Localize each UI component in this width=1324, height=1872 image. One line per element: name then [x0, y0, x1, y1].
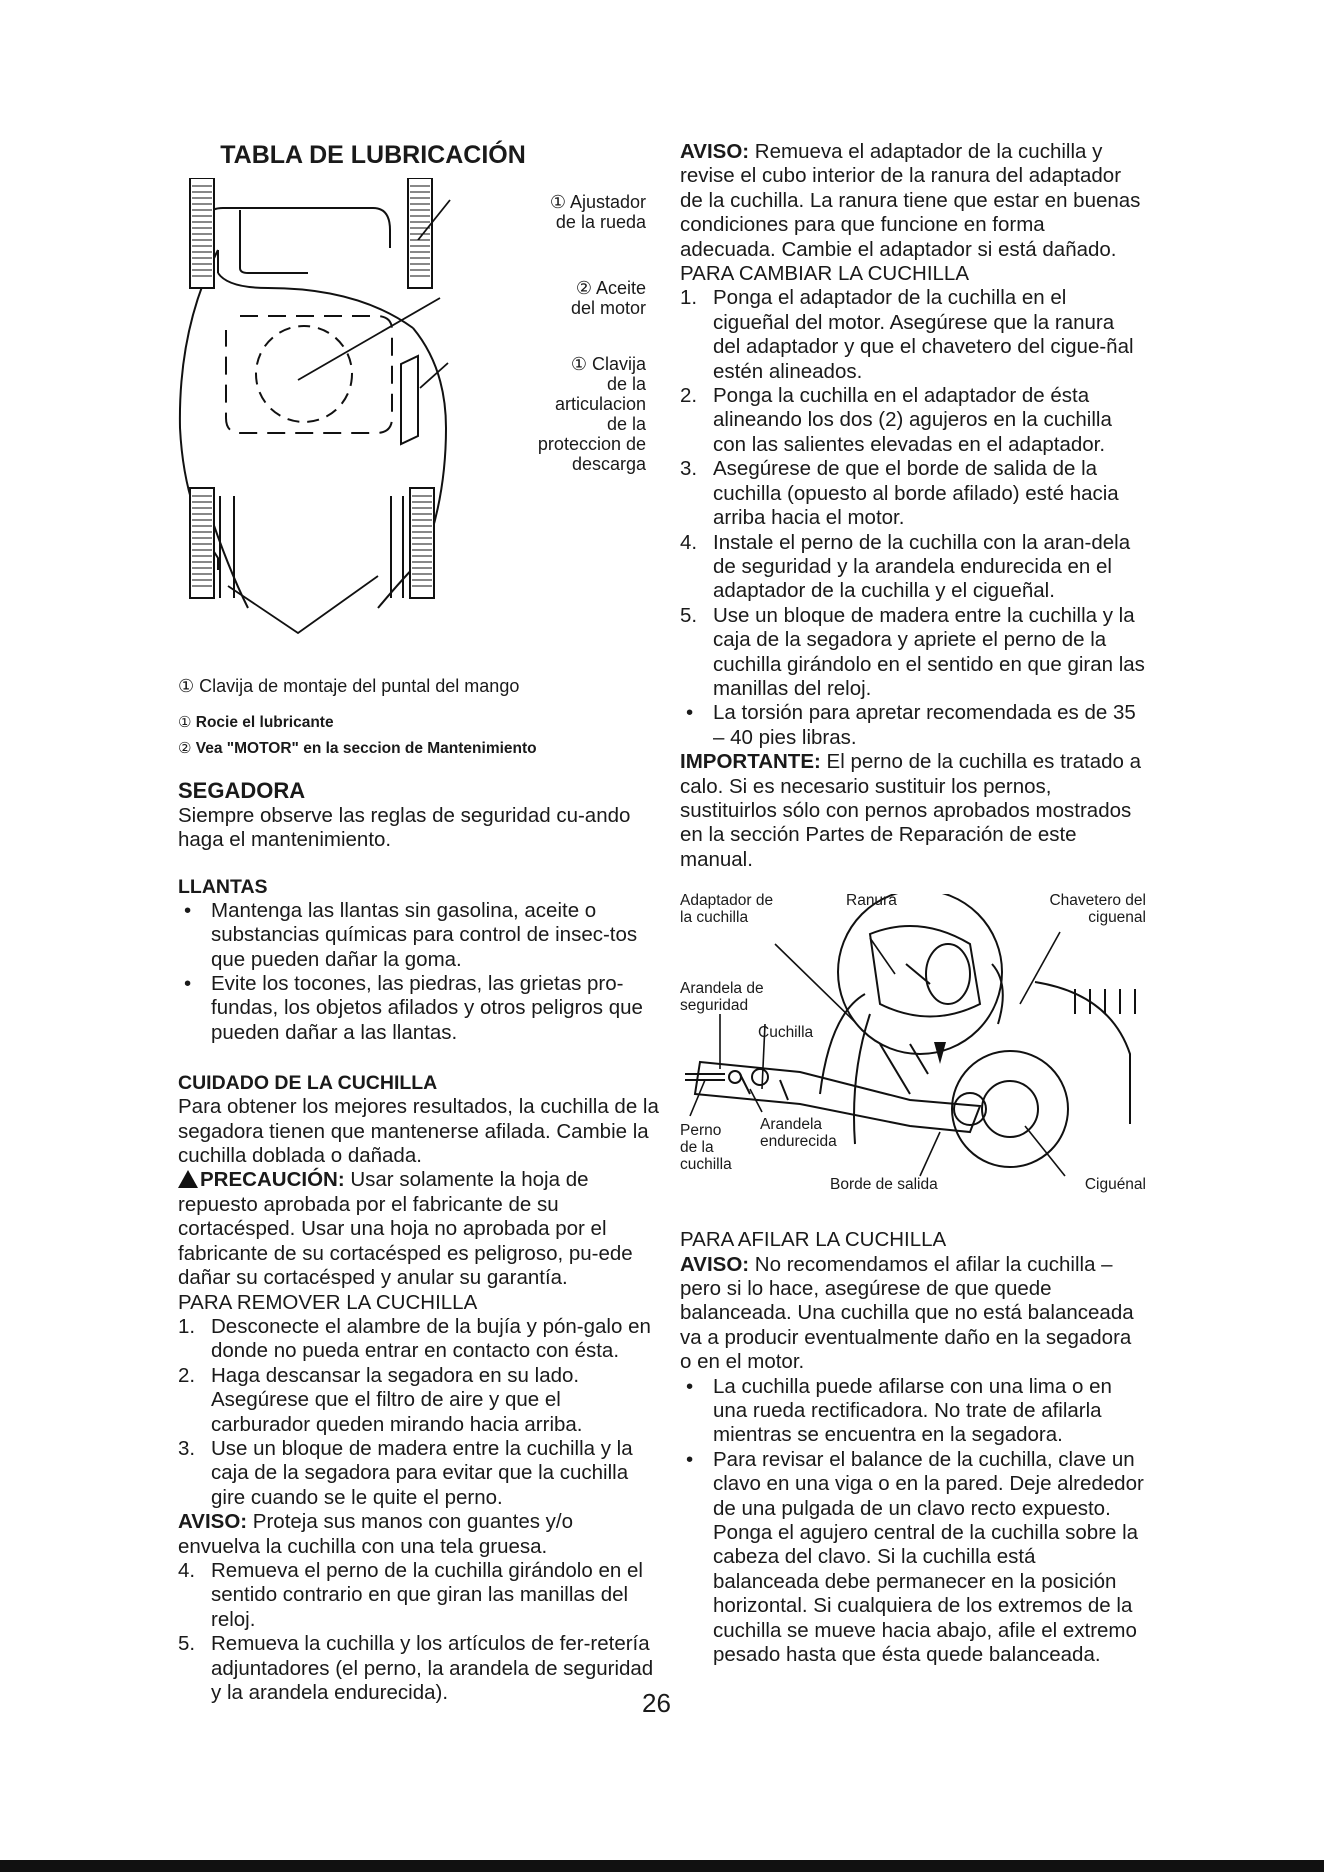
rear-left-wheel: [190, 488, 214, 598]
llantas-list: [178, 899, 660, 1045]
cambiar-steps: [680, 286, 1146, 701]
importante-label: IMPORTANTE:: [680, 750, 821, 774]
aviso-label: AVISO:: [680, 1252, 750, 1276]
precaucion-paragraph: [178, 1168, 660, 1290]
list-item: [680, 384, 1146, 457]
list-item: [178, 1559, 660, 1632]
segadora-heading: SEGADORA: [178, 778, 306, 803]
lubrication-diagram: [178, 178, 660, 698]
llantas-heading: LLANTAS: [178, 875, 268, 898]
list-item: [178, 1437, 660, 1510]
list-item: • Mantenga las llantas sin gasolina, aceite o substancias químicas para control de insec-tos que pueden dañar la goma.: [178, 899, 660, 972]
warning-triangle-icon: [178, 1170, 198, 1188]
label-discharge-pin: ① Clavija de la articulacion de la proteccion de descarga: [537, 354, 646, 474]
lubrication-title: TABLA DE LUBRICACIÓN: [220, 141, 526, 169]
step-text: Asegúrese de que el borde de salida de la cuchilla (opuesto al borde afilado) esté hacia arriba hacia el motor.: [713, 457, 1119, 530]
list-item: [680, 531, 1146, 604]
cambiar-heading: PARA CAMBIAR LA CUCHILLA: [680, 262, 969, 286]
step-number: 1.: [680, 286, 698, 310]
front-right-wheel: [408, 178, 432, 288]
step-number: 4.: [680, 530, 698, 554]
note-text: Vea "MOTOR" en la seccion de Mantenimiento: [195, 740, 537, 757]
blade-assembly-drawing: [680, 894, 1146, 1194]
front-left-wheel: [190, 178, 214, 288]
step-text: Ponga el adaptador de la cuchilla en el cigueñal del motor. Asegúrese que la ranura del adaptador y que el chavetero del cigue-ñal estén alineados.: [713, 286, 1134, 383]
afilar-list: [680, 1375, 1146, 1668]
list-item: [178, 1315, 660, 1364]
blade-assembly-diagram: [680, 894, 1146, 1194]
remover-steps: [178, 1315, 660, 1510]
aviso-text: No recomendamos el afilar la cuchilla – pero si lo hace, asegúrese de que quede balanceada. Una cuchilla que no está balanceada va a producir eventualmente daño en la segadora o en el motor.: [680, 1252, 1134, 1374]
page-number: 26: [642, 1688, 671, 1718]
list-item: • Para revisar el balance de la cuchilla, clave un clavo en una viga o en la pared. Deje alrededor de una pulgada de un clavo recto expuesto. Ponga el agujero central de la cuchilla sobre la cabeza del clavo. Si la cuchilla está balanceada debe permanecer en la posición horizontal. Si cualquiera de los extremos de la cuchilla se mueve hacia abajo, afile el extremo pesado hasta que ésta quede balanceada.: [680, 1448, 1146, 1668]
step-number: 2.: [680, 384, 698, 408]
step-number: 3.: [178, 1436, 196, 1460]
label-ranura: Ranura: [846, 892, 897, 910]
step-number: 3.: [680, 457, 698, 481]
list-item: [680, 286, 1146, 384]
left-column: [178, 140, 660, 1705]
aviso-sharpen: [680, 1253, 1146, 1375]
aviso-label: AVISO:: [178, 1510, 248, 1534]
aviso-gloves: [178, 1510, 660, 1559]
bottom-scan-border: [0, 1860, 1324, 1872]
list-item: [178, 1632, 660, 1705]
step-number: 5.: [680, 603, 698, 627]
step-number: 5.: [178, 1632, 196, 1656]
aviso-text: Remueva el adaptador de la cuchilla y revise el cubo interior de la ranura del adaptador de la cuchilla. La ranura tiene que estar en buenas condiciones para que funcione en forma adecuada. Cambie el adaptador si está dañado.: [680, 140, 1141, 261]
step-number: 2.: [178, 1363, 196, 1387]
cuidado-heading: CUIDADO DE LA CUCHILLA: [178, 1072, 438, 1095]
torsion-list: [680, 701, 1146, 750]
label-borde-salida: Borde de salida: [830, 1176, 938, 1194]
precaucion-label: PRECAUCIÓN:: [200, 1168, 345, 1192]
rear-right-wheel: [410, 488, 434, 598]
step-number: 1.: [178, 1314, 196, 1338]
step-text: Remueva la cuchilla y los artículos de fer-retería adjuntadores (el perno, la arandela de seguridad y la arandela endurecida).: [211, 1632, 654, 1704]
note-engine: [178, 736, 660, 762]
importante-text: El perno de la cuchilla es tratado a calo. Si es necesario sustituir los pernos, sustituirlos sólo con pernos aprobados mostrados en la sección Partes de Reparación de este manual.: [680, 750, 1142, 871]
leader-lines: [298, 200, 450, 388]
label-engine-oil: ② Aceite del motor: [570, 278, 646, 318]
label-adaptador: Adaptador de la cuchilla: [680, 892, 774, 927]
label-ciguenal: Ciguénal: [1084, 1176, 1146, 1194]
label-arandela-endurecida: Arandela endurecida: [760, 1116, 837, 1151]
label-cuchilla: Cuchilla: [758, 1024, 814, 1042]
list-item: [680, 457, 1146, 530]
label-chavetero: Chavetero del ciguenal: [1049, 892, 1146, 927]
step-text: Desconecte el alambre de la bujía y pón-galo en donde no pueda entrar en contacto con ésta.: [211, 1314, 651, 1363]
aviso-text: Proteja sus manos con guantes y/o envuelva la cuchilla con una tela gruesa.: [178, 1510, 574, 1558]
aviso-adapter: [680, 140, 1146, 262]
importante-paragraph: [680, 750, 1146, 872]
segadora-text: Siempre observe las reglas de seguridad cu-ando haga el mantenimiento.: [178, 804, 631, 852]
afilar-heading: PARA AFILAR LA CUCHILLA: [680, 1228, 947, 1252]
wheel-treads: [192, 186, 432, 586]
remover-heading: PARA REMOVER LA CUCHILLA: [178, 1290, 478, 1314]
step-text: Use un bloque de madera entre la cuchilla y la caja de la segadora para evitar que la cuchilla gire cuando se le quite el perno.: [211, 1436, 633, 1509]
note-mark: ②: [178, 740, 192, 757]
step-text: Haga descansar la segadora en su lado. Asegúrese que el filtro de aire y que el carburador queden mirando hacia arriba.: [211, 1363, 583, 1436]
precaucion-text: Usar solamente la hoja de repuesto aprobada por el fabricante de su cortacésped. Usar una hoja no aprobada por el fabricante de su cortacésped es peligroso, pu-ede dañar su cortacésped y anular su garantía.: [178, 1168, 633, 1290]
step-text: Remueva el perno de la cuchilla girándolo en el sentido contrario en que giran las manillas del reloj.: [211, 1558, 643, 1631]
label-handle-pin: ① Clavija de montaje del puntal del mango: [178, 676, 520, 696]
remover-steps-continued: [178, 1559, 660, 1705]
right-column: [680, 140, 1146, 1668]
list-item: • La torsión para apretar recomendada es de 35 – 40 pies libras.: [680, 701, 1146, 750]
list-item: [680, 604, 1146, 702]
step-text: Ponga la cuchilla en el adaptador de ésta alineando los dos (2) agujeros en la cuchilla con las salientes elevadas en el adaptador.: [713, 384, 1112, 456]
label-arandela-seguridad: Arandela de seguridad: [680, 980, 764, 1015]
aviso-label: AVISO:: [680, 140, 750, 163]
note-spray: [178, 710, 660, 736]
note-mark: ①: [178, 714, 192, 731]
list-item: [178, 1364, 660, 1437]
leader-lines: [690, 932, 1065, 1176]
note-text: Rocie el lubricante: [195, 714, 334, 731]
step-number: 4.: [178, 1558, 196, 1582]
step-text: Instale el perno de la cuchilla con la aran-dela de seguridad y la arandela endurecida en el adaptador de la cuchilla y el cigueñal.: [713, 530, 1131, 603]
label-perno: Perno de la cuchilla: [680, 1122, 732, 1174]
list-item: • Evite los tocones, las piedras, las grietas pro-fundas, los objetos afilados y otros peligros que pueden dañar a las llantas.: [178, 972, 660, 1045]
lubrication-notes: [178, 710, 660, 762]
label-wheel-adjuster: ① Ajustador de la rueda: [549, 192, 646, 232]
list-item: • La cuchilla puede afilarse con una lima o en una rueda rectificadora. No trate de afilarla mientras se encuentra en la segadora.: [680, 1375, 1146, 1448]
cuidado-text: Para obtener los mejores resultados, la cuchilla de la segadora tienen que mantenerse afilada. Cambie la cuchilla doblada o dañada.: [178, 1095, 659, 1168]
step-text: Use un bloque de madera entre la cuchilla y la caja de la segadora y apriete el perno de la cuchilla girándolo en el sentido en que giran las manillas del reloj.: [713, 603, 1145, 700]
